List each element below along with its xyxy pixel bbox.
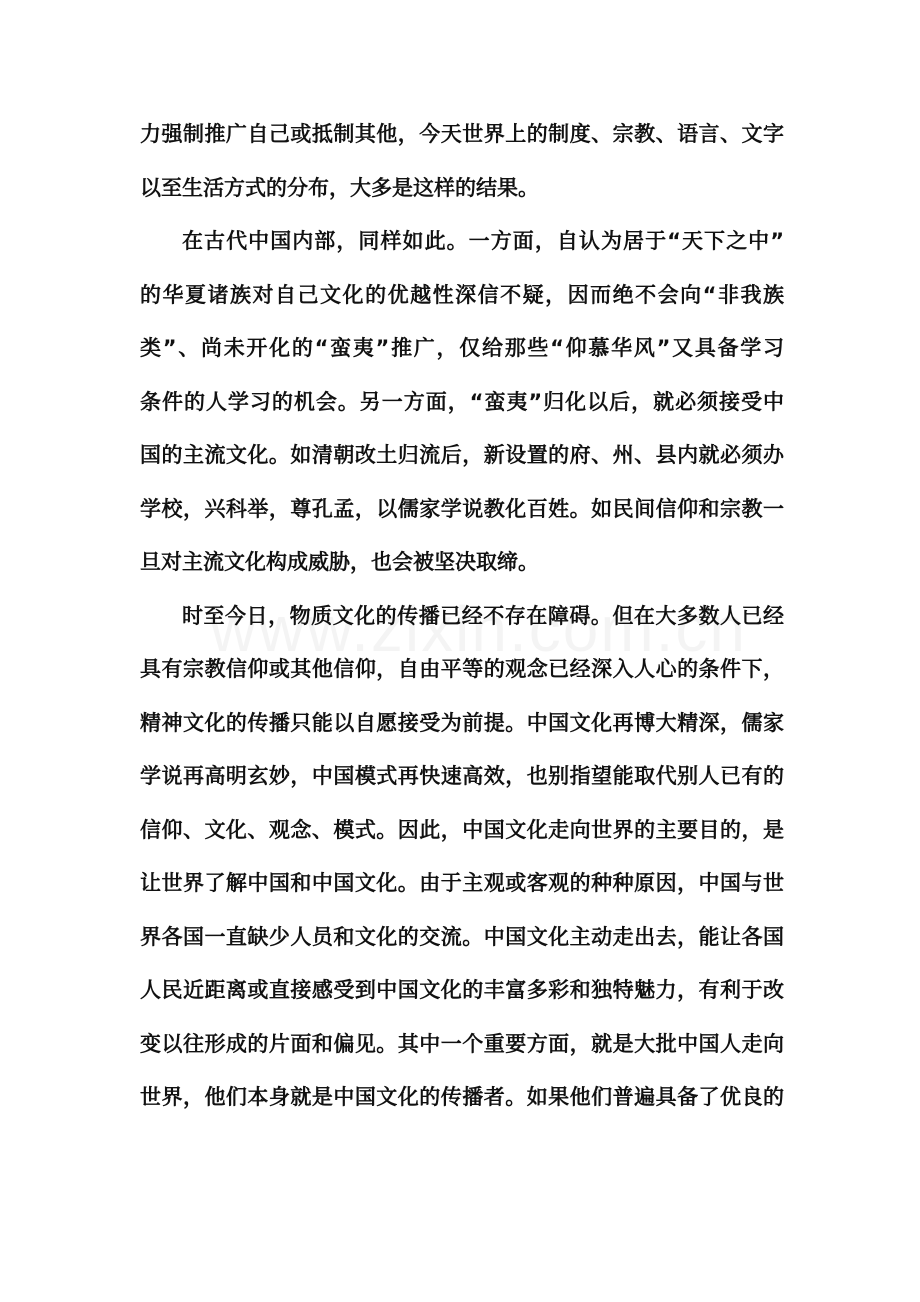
text-line: 世界，他们本身就是中国文化的传播者。如果他们普遍具备了优良的 (140, 1085, 784, 1109)
text-line: 类”、尚未开化的“蛮夷”推广，仅给那些“仰慕华风”又具备学习 (140, 336, 784, 360)
text-line: 学说再高明玄妙，中国模式再快速高效，也别指望能取代别人已有的 (140, 764, 784, 788)
text-line: 让世界了解中国和中国文化。由于主观或客观的种种原因，中国与世 (140, 871, 784, 895)
paragraph-first-line: 时至今日，物质文化的传播已经不存在障碍。但在大多数人已经 (182, 603, 784, 628)
text-line: 的华夏诸族对自己文化的优越性深信不疑，因而绝不会向“非我族 (140, 282, 784, 307)
text-line: 旦对主流文化构成威胁，也会被坚决取缔。 (140, 550, 539, 574)
text-line: 以至生活方式的分布，大多是这样的结果。 (140, 175, 539, 200)
body-text (140, 112, 784, 1129)
text-line: 变以往形成的片面和偏见。其中一个重要方面，就是大批中国人走向 (140, 1031, 784, 1056)
paragraph-first-line: 在古代中国内部，同样如此。一方面，自认为居于“天下之中” (182, 229, 784, 253)
text-line: 人民近距离或直接感受到中国文化的丰富多彩和独特魅力，有利于改 (140, 978, 784, 1002)
text-line: 精神文化的传播只能以自愿接受为前提。中国文化再博大精深，儒家 (140, 710, 784, 735)
text-line: 信仰、文化、观念、模式。因此，中国文化走向世界的主要目的，是 (140, 817, 784, 842)
text-line: 界各国一直缺少人员和文化的交流。中国文化主动走出去，能让各国 (140, 924, 784, 949)
text-line: 国的主流文化。如清朝改土归流后，新设置的府、州、县内就必须办 (140, 443, 784, 467)
text-line: 具有宗教信仰或其他信仰，自由平等的观念已经深入人心的条件下， (140, 657, 784, 681)
text-line: 学校，兴科举，尊孔孟，以儒家学说教化百姓。如民间信仰和宗教一 (140, 496, 784, 521)
text-line: 条件的人学习的机会。另一方面，“蛮夷”归化以后，就必须接受中 (140, 389, 784, 414)
text-line: 力强制推广自己或抵制其他，今天世界上的制度、宗教、语言、文字 (140, 122, 784, 146)
